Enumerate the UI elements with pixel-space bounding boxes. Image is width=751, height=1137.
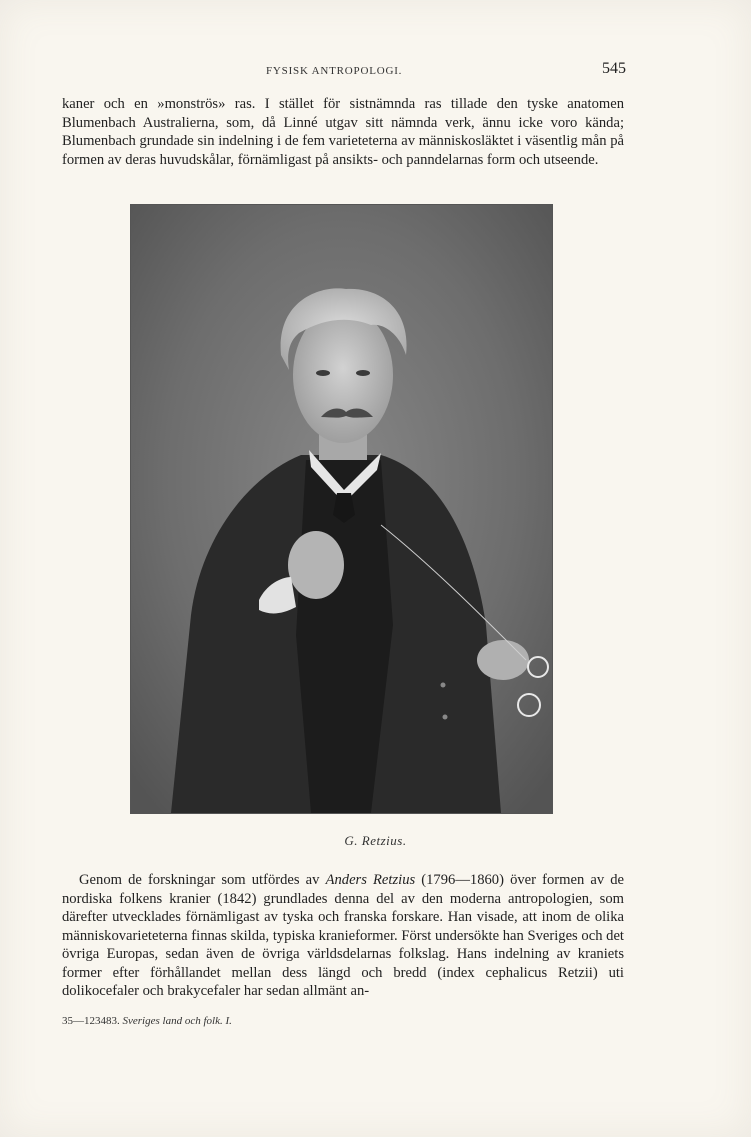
figure-caption: G. Retzius. — [344, 833, 407, 848]
paragraph-bottom-start: Genom de forskningar som utfördes av — [79, 872, 326, 888]
paragraph-bottom-rest: (1796—1860) över formen av de nordiska folkens kranier (1842) grundlades denna del av den moderna antropologien, som därefter utvecklades förnämligast av tyska och franska forskare. Han visade, att inom de olika människovarieteterna finnas skilda, typiska kranieformer. Först undersökte han Sveriges och det övriga Europas, sedan även de övriga världsdelarnas folkslag. Hans indelning av kraniets former efter förhållandet mellan dess längd och bredd (index cephalicus Retzii) uti dolikocefaler och brakycefaler har sedan allmänt an- — [62, 872, 624, 999]
signature-code: 35—123483. — [62, 1015, 120, 1027]
paragraph-top: kaner och en »monströs» ras. I stället för sistnämnda ras tillade den tyske anatomen Blumenbach Australierna, som, då Linné utgav sitt nämnda verk, ännu icke voro kända; Blumenbach grundade sin indelning i de fem varieteterna av människosläktet i väsentlig mån på formen av deras huvudskålar, förnämligast på ansikts- och panndelarnas form och utseende. — [62, 96, 624, 168]
running-head: FYSISK ANTROPOLOGI. — [266, 65, 403, 77]
portrait-illustration — [131, 205, 552, 813]
person-name: Anders Retzius — [325, 872, 416, 888]
book-title: Sveriges land och folk. I. — [122, 1015, 232, 1027]
printer-signature — [62, 1015, 232, 1027]
page-number: 545 — [602, 60, 626, 77]
paragraph-bottom — [62, 871, 624, 1001]
page-header — [60, 60, 626, 82]
portrait-photograph — [130, 204, 553, 814]
